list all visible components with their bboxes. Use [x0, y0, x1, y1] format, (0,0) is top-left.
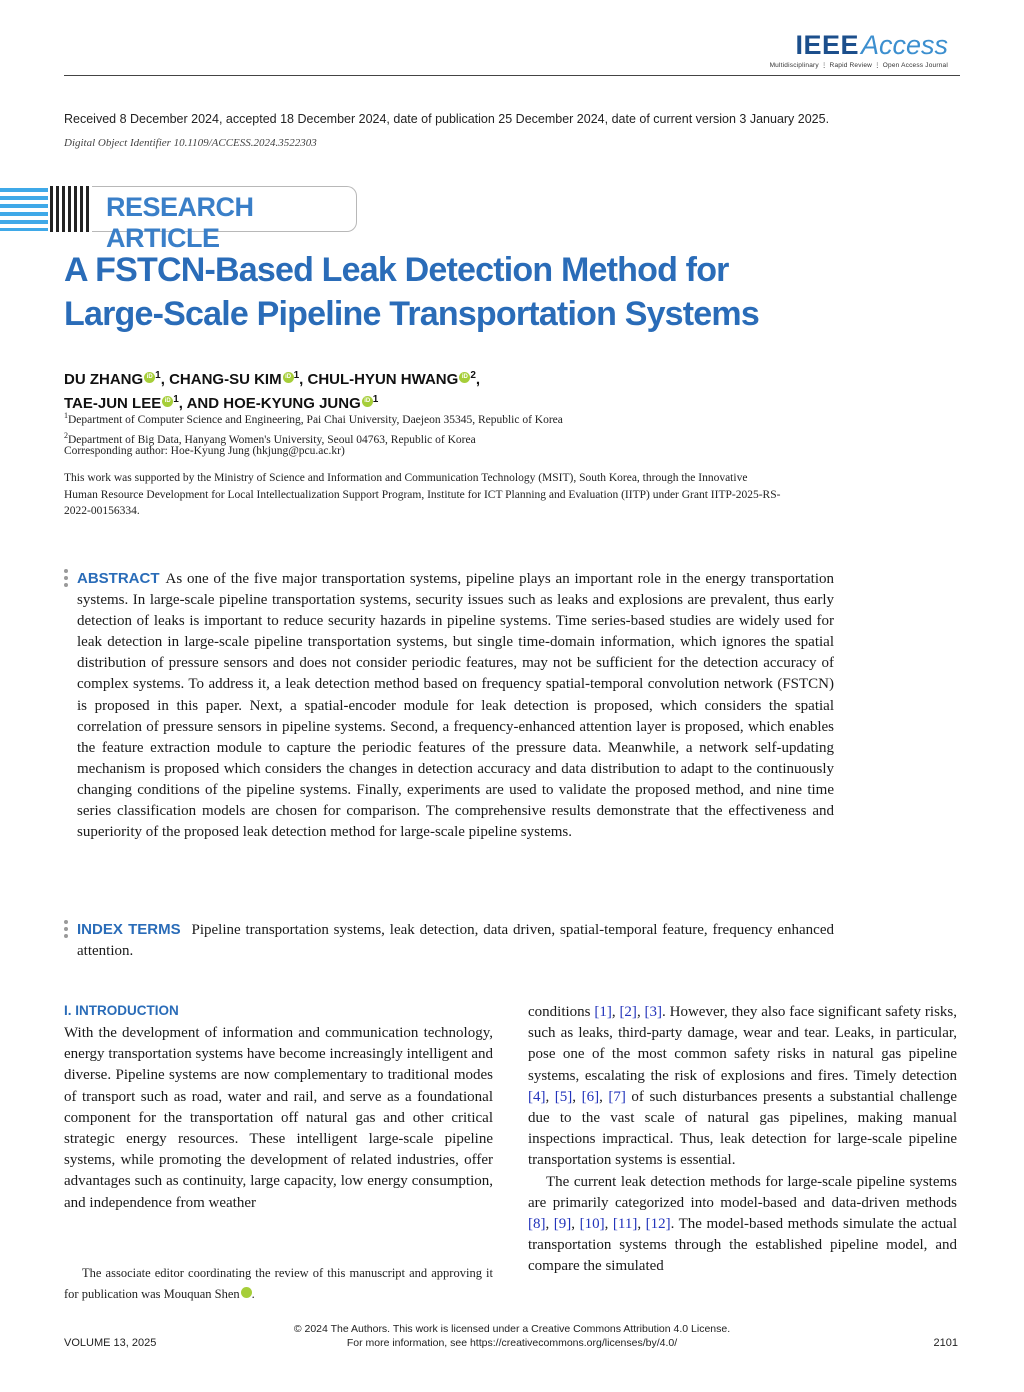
author-affiliation-mark: 1	[173, 394, 179, 405]
citation-link[interactable]: [1]	[594, 1004, 612, 1020]
intro-column-1: With the development of information and communication technology, energy transportation systems have become increasingly intelligent and diverse. Pipeline systems are now complementary to traditional modes of transport such as road, water and rail, and serve as a foundational component for the transportation off natural gas and other critical strategic energy resources. These intelligent large-scale pipeline systems, while promoting the development of related industries, offer advantages such as continuity, large capacity, low energy consumption, and independence from weather	[64, 1025, 493, 1211]
banner-bars-icon	[50, 186, 94, 232]
logo-tagline: Multidisciplinary ⋮ Rapid Review ⋮ Open Access Journal	[769, 62, 948, 69]
logo-ieee: IEEE	[795, 30, 859, 60]
author-affiliation-mark: 1	[372, 394, 379, 405]
header-divider	[64, 75, 960, 76]
author-name: CHANG-SU KIM	[169, 371, 282, 388]
paragraph: conditions [1], [2], [3]. However, they also face significant safety risks, such as leaks, third-party damage, wear and tear. Leaks, in particular, pose one of the most common safety risks in natural gas pipeline systems, escalating the risk of explosions and fires. Timely detection [4], [5], [6], [7] of such disturbances presents a substantial challenge due to the vast scale of natural gas pipelines, making manual inspections impractical. Thus, leak detection for large-scale pipeline transportation systems is essential.	[528, 1004, 958, 1169]
journal-logo	[770, 30, 948, 69]
banner-label: RESEARCH ARTICLE	[106, 192, 254, 253]
citation-link[interactable]: [2]	[619, 1004, 637, 1020]
orcid-icon[interactable]: iD	[241, 1287, 252, 1298]
abstract-dots-icon	[64, 569, 70, 590]
index-terms	[77, 919, 834, 962]
author-name: TAE-JUN LEE	[64, 395, 162, 412]
orcid-icon[interactable]: iD	[144, 372, 155, 383]
citation-link[interactable]: [7]	[608, 1088, 626, 1105]
section-heading-introduction: I. INTRODUCTION	[64, 1003, 179, 1018]
citation-link[interactable]: [9]	[553, 1216, 572, 1233]
paragraph: The current leak detection methods for large-scale pipeline systems are primarily categorized into model-based and data-driven methods [8], [9], [10], [11], [12]. The model-based methods simulate the actual transportation systems through the established pipeline model, and compare the simulated	[528, 1173, 958, 1275]
author-name: CHUL-HYUN HWANG	[307, 371, 459, 388]
index-terms-text: Pipeline transportation systems, leak detection, data driven, spatial-temporal feature, frequency enhanced attention.	[77, 922, 834, 959]
affiliation-2: $^2$Department of Big Data, Hanyang Women's University, Seoul 04763, Republic of Korea	[64, 430, 476, 446]
received-dates: Received 8 December 2024, accepted 18 December 2024, date of publication 25 December 2024, date of current version 3 January 2025.	[64, 112, 830, 126]
orcid-icon[interactable]: iD	[362, 396, 373, 407]
index-terms-dots-icon	[64, 920, 70, 941]
page-number: 2101	[933, 1337, 958, 1349]
volume-label: VOLUME 13, 2025	[64, 1337, 157, 1349]
doi: Digital Object Identifier 10.1109/ACCESS.2024.3522303	[64, 137, 317, 149]
author-affiliation-mark: 2	[470, 370, 476, 381]
author-list: DU ZHANG iD $^1$, CHANG-SU KIM iD $^1$, CHUL-HYUN HWANG iD $^2$, TAE-JUN LEE iD $^1$, AND HOE-KYUNG JUNG iD $^1$	[64, 370, 481, 412]
editor-note: The associate editor coordinating the review of this manuscript and approving it for publication was Mouquan Shen iD.	[64, 1266, 493, 1301]
article-title	[64, 248, 944, 336]
citation-link[interactable]: [3]	[644, 1004, 663, 1020]
citation-link[interactable]: [5]	[554, 1088, 573, 1105]
citation-link[interactable]: [4]	[528, 1088, 546, 1105]
author-name: DU ZHANG	[64, 371, 144, 388]
intro-column-2	[528, 1002, 957, 1278]
author-affiliation-mark: 1	[293, 370, 300, 381]
author-affiliation-mark: 1	[155, 370, 161, 381]
abstract-text: As one of the five major transportation systems, pipeline plays an important role in the energy transportation systems. In large-scale pipeline transportation systems, security issues such as leaks and explosions are prevalent, thus early detection of leaks is important to reduce security hazards in pipeline systems. Time series-based studies are widely used for leak detection in large-scale pipeline transportation systems, but single time-domain information, which ignores the spatial distribution of pressure sensors and does not consider periodic features, may not be sufficient for the detection accuracy of complex systems. To address it, a leak detection method based on frequency spatial-temporal convolution network (FSTCN) is proposed in this paper. Next, a spatial-encoder module for leak detection is proposed, which considers the spatial correlation of pressure sensors in pipeline systems. Second, a frequency-enhanced attention layer is proposed, which enables the feature extraction module to capture the periodic features of the pressure data. Meanwhile, a network self-updating mechanism is proposed which considers the changes in detection accuracy and data distribution to adapt to the continuously changing conditions of the pipeline systems. Finally, experiments are used to validate the proposed method, and nine time series classification models are chosen for comparison. The comprehensive results demonstrate that the effectiveness and superiority of the proposed leak detection method for large-scale pipeline systems.	[77, 571, 834, 841]
affiliation-1: $^1$Department of Computer Science and Engineering, Pai Chai University, Daejeon 35345, Republic of Korea	[64, 411, 563, 426]
orcid-icon[interactable]: iD	[283, 372, 294, 383]
license-line: © 2024 The Authors. This work is licensed under a Creative Commons Attribution 4.0 License.	[293, 1323, 731, 1335]
citation-link[interactable]: [12]	[645, 1216, 671, 1233]
logo-access: Access	[860, 30, 948, 60]
research-article-banner	[0, 186, 360, 253]
citation-link[interactable]: [11]	[612, 1216, 638, 1233]
license-link[interactable]: For more information, see https://creativecommons.org/licenses/by/4.0/	[346, 1337, 678, 1349]
corresponding-author: Corresponding author: Hoe-Kyung Jung (hkjung@pcu.ac.kr)	[64, 445, 345, 457]
affiliations	[64, 408, 563, 448]
citation-link[interactable]: [10]	[579, 1216, 605, 1233]
orcid-icon[interactable]: iD	[459, 372, 470, 383]
abstract	[77, 568, 834, 843]
funding-statement: This work was supported by the Ministry of Science and Information and Communication Technology (MSIT), South Korea, through the Innovative Human Resource Development for Local Intellectualization Support Program, Institute for ICT Planning and Evaluation (IITP) under Grant IITP-2025-RS-2022-00156334.	[64, 472, 781, 517]
citation-link[interactable]: [6]	[581, 1088, 600, 1105]
title-line-2: Large-Scale Pipeline Transportation Systems	[64, 295, 759, 333]
citation-link[interactable]: [8]	[528, 1216, 546, 1233]
index-terms-heading: INDEX TERMS	[77, 921, 181, 938]
author-name: AND HOE-KYUNG JUNG	[186, 395, 361, 412]
banner-stripes-icon	[0, 186, 48, 232]
abstract-heading: ABSTRACT	[77, 570, 160, 587]
title-line-1: A FSTCN-Based Leak Detection Method for	[64, 251, 729, 289]
orcid-icon[interactable]: iD	[162, 396, 173, 407]
